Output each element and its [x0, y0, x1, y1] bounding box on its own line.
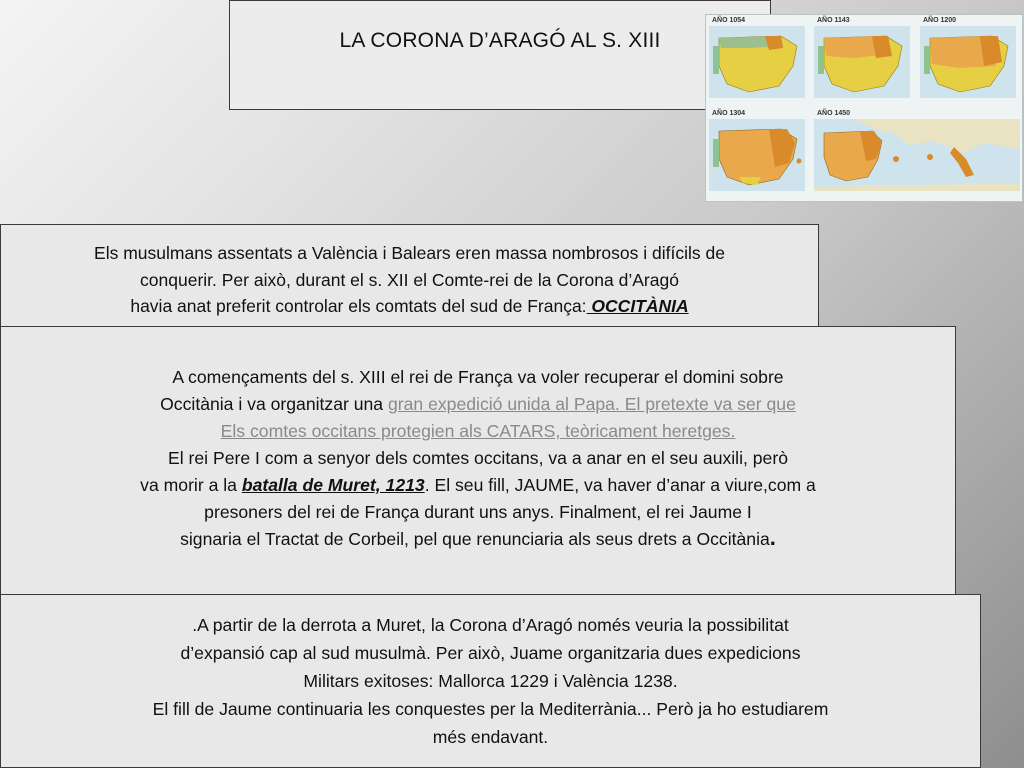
- text-line: presoners del rei de França durant uns anys. Finalment, el rei Jaume I: [204, 502, 752, 522]
- text-line: El rei Pere I com a senyor dels comtes occitans, va a anar en el seu auxili, però: [168, 448, 788, 468]
- text-line: més endavant.: [432, 727, 549, 747]
- map-1054: [709, 18, 805, 98]
- text-line: Els musulmans assentats a València i Balears eren massa nombrosos i difícils de: [94, 243, 725, 263]
- iberia-map-1200: [920, 26, 1016, 98]
- cathars-link[interactable]: Els comtes occitans protegien als CATARS, teòricament heretges.: [220, 421, 736, 441]
- text-box-expansion: [0, 594, 981, 768]
- iberia-map-1143: [814, 26, 910, 98]
- text-line: d’expansió cap al sud musulmà. Per això, Juame organitzaria dues expedicions: [180, 643, 801, 663]
- map-1200: [920, 18, 1016, 98]
- iberia-map-1054: [709, 26, 805, 98]
- iberia-map-1304: [709, 119, 805, 191]
- map-1450: [814, 111, 1020, 191]
- map-1304: [709, 111, 805, 191]
- slide-title: LA CORONA D’ARAGÓ AL S. XIII: [339, 29, 661, 52]
- text-line: A començaments del s. XIII el rei de França va voler recuperar el domini sobre: [172, 367, 784, 387]
- title-box: [229, 0, 771, 110]
- text-line: havia anat preferit controlar els comtats del sud de França: OCCITÀNIA: [130, 296, 689, 316]
- text-line: Occitània i va organitzar una gran expedició unida al Papa. El pretexte va ser que: [160, 394, 796, 414]
- battle-of-muret-highlight: batalla de Muret, 1213: [241, 475, 425, 495]
- text-line: .A partir de la derrota a Muret, la Corona d’Aragó només veuria la possibilitat: [192, 615, 789, 635]
- text-line: [1, 418, 955, 445]
- paragraph-muret: [1, 364, 955, 553]
- mediterranean-map-1450: [814, 119, 1020, 191]
- text-line: va morir a la batalla de Muret, 1213. El seu fill, JAUME, va haver d’anar a viure,com a: [140, 475, 816, 495]
- text-box-muret: [0, 326, 956, 596]
- paragraph-muslims: [1, 240, 818, 320]
- text-box-occitania: [0, 224, 819, 328]
- text-line: conquerir. Per això, durant el s. XII el Comte-rei de la Corona d’Aragó: [140, 269, 679, 290]
- text-line: signaria el Tractat de Corbeil, pel que renunciaria als seus drets a Occitània.: [180, 525, 776, 550]
- map-year-label: AÑO 1450: [817, 110, 851, 117]
- map-1143: [814, 18, 910, 98]
- paragraph-expansion: [1, 611, 980, 751]
- expedition-link[interactable]: gran expedició unida al Papa. El pretexte va ser que: [388, 394, 796, 414]
- map-year-label: AÑO 1200: [923, 17, 957, 24]
- map-year-label: AÑO 1143: [817, 17, 850, 24]
- text-line: El fill de Jaume continuaria les conquestes per la Mediterrània... Però ja ho estudiarem: [152, 699, 829, 719]
- text-line: Militars exitoses: Mallorca 1229 i València 1238.: [303, 671, 678, 691]
- historical-maps-image: [705, 14, 1023, 202]
- occitania-highlight: OCCITÀNIA: [586, 296, 689, 316]
- map-year-label: AÑO 1054: [712, 17, 746, 24]
- map-year-label: AÑO 1304: [712, 110, 746, 117]
